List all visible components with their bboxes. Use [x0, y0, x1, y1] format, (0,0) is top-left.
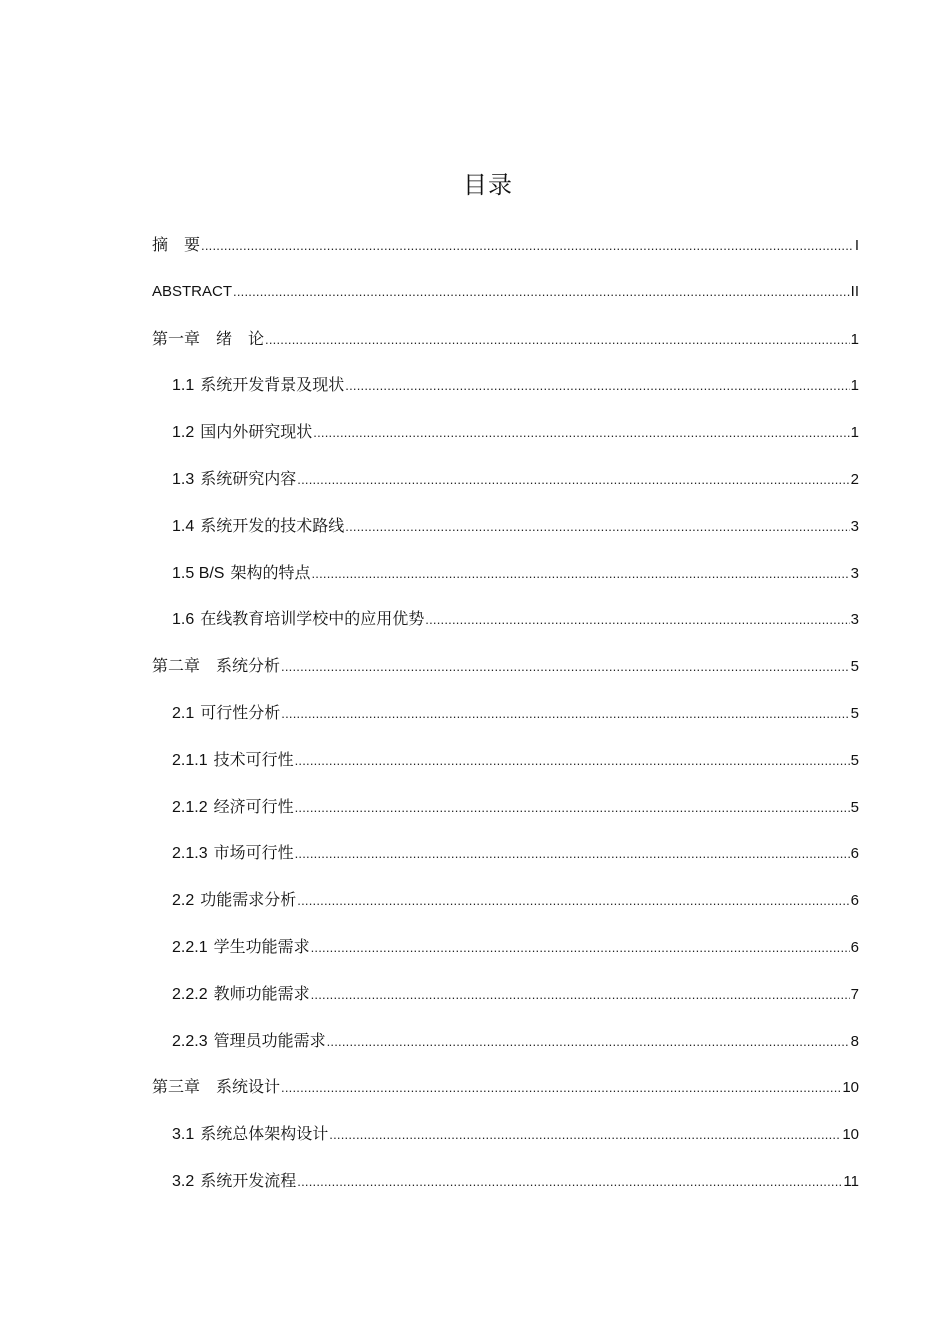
- toc-entry-1-1[interactable]: [152, 372, 859, 419]
- toc-entry-page: 6: [850, 892, 859, 910]
- toc-entry-label: 架构的特点: [230, 562, 311, 582]
- toc-entry-label: 教师功能需求: [213, 983, 310, 1003]
- toc-entry-page: I: [854, 237, 859, 254]
- toc-entry-1-2[interactable]: [152, 419, 859, 466]
- toc-entry-2-2-3[interactable]: [152, 1028, 859, 1075]
- toc-entry-label: 国内外研究现状: [200, 422, 313, 442]
- toc-entry-number: 3.1: [172, 1126, 195, 1144]
- toc-entry-page: 3: [850, 564, 859, 582]
- toc-entry-chapter-2[interactable]: [152, 653, 859, 700]
- toc-dot-leader: [265, 327, 850, 353]
- toc-entry-abstract-cn[interactable]: [152, 232, 859, 279]
- toc-entry-page: 11: [843, 1172, 859, 1190]
- toc-entry-chapter-1[interactable]: [152, 326, 859, 373]
- toc-entry-page: 8: [850, 1032, 859, 1050]
- toc-dot-leader: [327, 1029, 850, 1055]
- toc-entry-label: 系统开发背景及现状: [200, 375, 345, 395]
- toc-dot-leader: [297, 467, 849, 493]
- toc-entry-2-1[interactable]: [152, 700, 859, 747]
- toc-dot-leader: [345, 514, 849, 540]
- toc-title: 目录: [463, 171, 513, 199]
- toc-entry-1-5[interactable]: [152, 560, 859, 607]
- table-of-contents: [152, 232, 859, 1215]
- toc-entry-page: 3: [850, 517, 859, 535]
- toc-entry-page: 5: [850, 798, 859, 816]
- toc-entry-page: 7: [850, 985, 859, 1003]
- toc-entry-label: 第一章 绪 论: [152, 328, 265, 348]
- toc-entry-number: 1.2: [172, 424, 195, 442]
- toc-entry-number: 2.1.3: [172, 845, 208, 863]
- toc-entry-label: ABSTRACT: [152, 282, 233, 300]
- toc-entry-number: 1.5 B/S: [172, 564, 225, 582]
- toc-entry-abstract-en[interactable]: [152, 279, 859, 326]
- toc-entry-label: 系统开发的技术路线: [200, 515, 345, 535]
- toc-entry-label: 市场可行性: [213, 843, 294, 863]
- toc-entry-label: 第三章 系统设计: [152, 1077, 281, 1097]
- toc-entry-page: 6: [850, 938, 859, 956]
- toc-entry-label: 摘 要: [152, 235, 201, 254]
- toc-dot-leader: [233, 279, 850, 305]
- toc-dot-leader: [281, 654, 850, 680]
- toc-entry-number: 2.2.2: [172, 985, 208, 1003]
- toc-entry-page: II: [850, 282, 859, 300]
- toc-entry-label: 系统总体架构设计: [200, 1124, 329, 1144]
- toc-entry-1-3[interactable]: [152, 466, 859, 513]
- toc-dot-leader: [297, 1169, 842, 1195]
- toc-entry-label: 经济可行性: [213, 796, 294, 816]
- toc-entry-label: 学生功能需求: [213, 936, 310, 956]
- toc-dot-leader: [311, 935, 850, 961]
- toc-entry-page: 2: [850, 470, 859, 488]
- toc-entry-label: 管理员功能需求: [213, 1030, 326, 1050]
- toc-entry-number: 2.2: [172, 892, 195, 910]
- toc-entry-number: 2.2.3: [172, 1032, 208, 1050]
- toc-dot-leader: [329, 1122, 841, 1148]
- toc-dot-leader: [425, 607, 849, 633]
- toc-entry-number: 1.4: [172, 517, 195, 535]
- toc-entry-page: 6: [850, 845, 859, 863]
- toc-entry-page: 1: [850, 424, 859, 442]
- toc-entry-page: 1: [850, 330, 859, 348]
- toc-entry-page: 5: [850, 751, 859, 769]
- toc-entry-label: 系统开发流程: [200, 1170, 297, 1190]
- toc-entry-2-1-1[interactable]: [152, 747, 859, 794]
- toc-entry-label: 功能需求分析: [200, 890, 297, 910]
- toc-entry-number: 2.1.1: [172, 751, 208, 769]
- toc-entry-2-2-1[interactable]: [152, 934, 859, 981]
- toc-entry-number: 3.2: [172, 1172, 195, 1190]
- toc-entry-3-1[interactable]: [152, 1121, 859, 1168]
- toc-entry-page: 5: [850, 704, 859, 722]
- toc-entry-chapter-3[interactable]: [152, 1074, 859, 1121]
- toc-entry-page: 5: [850, 658, 859, 676]
- toc-dot-leader: [281, 1075, 841, 1101]
- toc-entry-page: 10: [842, 1126, 859, 1144]
- toc-dot-leader: [295, 748, 850, 774]
- toc-dot-leader: [297, 888, 849, 914]
- toc-entry-number: 2.1: [172, 704, 195, 722]
- toc-dot-leader: [295, 795, 850, 821]
- toc-dot-leader: [281, 701, 849, 727]
- toc-entry-label: 第二章 系统分析: [152, 656, 281, 676]
- toc-entry-number: 2.2.1: [172, 938, 208, 956]
- toc-dot-leader: [313, 420, 849, 446]
- toc-dot-leader: [311, 982, 850, 1008]
- toc-entry-page: 10: [842, 1079, 859, 1097]
- toc-dot-leader: [295, 841, 850, 867]
- toc-entry-page: 3: [850, 611, 859, 629]
- toc-entry-3-2[interactable]: [152, 1168, 859, 1215]
- toc-entry-number: 1.3: [172, 470, 195, 488]
- toc-dot-leader: [201, 233, 854, 259]
- toc-dot-leader: [312, 561, 850, 587]
- toc-entry-1-4[interactable]: [152, 513, 859, 560]
- toc-entry-page: 1: [850, 377, 859, 395]
- toc-entry-2-2-2[interactable]: [152, 981, 859, 1028]
- toc-entry-1-6[interactable]: [152, 606, 859, 653]
- toc-entry-2-1-3[interactable]: [152, 840, 859, 887]
- toc-entry-label: 在线教育培训学校中的应用优势: [200, 609, 425, 629]
- toc-entry-number: 2.1.2: [172, 798, 208, 816]
- toc-entry-label: 可行性分析: [200, 702, 281, 722]
- toc-entry-label: 系统研究内容: [200, 468, 297, 488]
- toc-entry-2-2[interactable]: [152, 887, 859, 934]
- toc-entry-number: 1.6: [172, 611, 195, 629]
- toc-entry-label: 技术可行性: [213, 749, 294, 769]
- toc-entry-2-1-2[interactable]: [152, 794, 859, 841]
- toc-dot-leader: [345, 373, 849, 399]
- toc-entry-number: 1.1: [172, 377, 195, 395]
